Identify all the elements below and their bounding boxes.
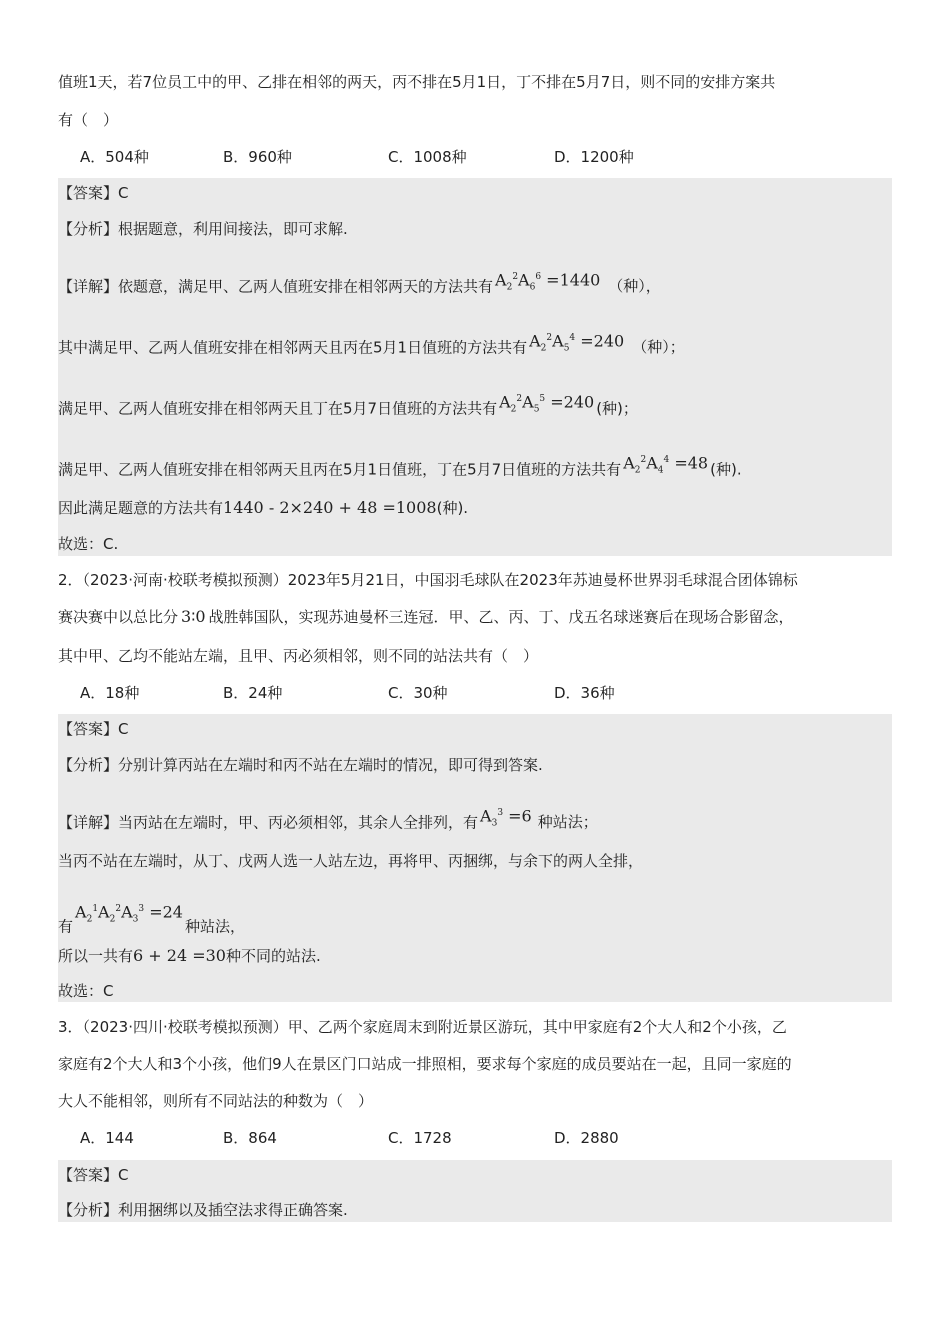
q1-detail4-value: 48 — [687, 453, 709, 473]
q1-detail2-value: 240 — [593, 331, 625, 351]
q2-detail2: 当丙不站在左端时，从丁、戊两人选一人站左边，再将甲、丙捆绑，与余下的两人全排， — [58, 852, 644, 870]
q1-option-a: A．504种 — [80, 148, 149, 166]
q1-detail4-text: 满足甲、乙两人值班安排在相邻两天且丙在5月1日值班，丁在5月7日值班的方法共有 — [58, 460, 622, 479]
q1-detail1 — [58, 266, 892, 299]
q3-stem-line1: 3．（2023·四川·校联考模拟预测）甲、乙两个家庭周末到附近景区游玩，其中甲家庭有2个大人和2个小孩，乙 — [58, 1018, 787, 1036]
q1-detail4 — [58, 449, 892, 482]
q3-stem-line3: 大人不能相邻，则所有不同站法的种数为（ ） — [58, 1092, 374, 1110]
q2-score-formula: 3∶0 — [181, 607, 206, 626]
q1-detail1-text: 【详解】依题意，满足甲、乙两人值班安排在相邻两天的方法共有 — [58, 277, 494, 296]
q3-answer: 【答案】C — [58, 1166, 129, 1184]
q1-detail1-value: 1440 — [559, 270, 601, 290]
q2-detail1-value: 6 — [521, 806, 532, 826]
q3-analysis: 【分析】利用捆绑以及插空法求得正确答案. — [58, 1201, 348, 1219]
q2-option-d: D．36种 — [554, 684, 615, 702]
q2-detail3 — [58, 898, 892, 937]
q1-option-d: D．1200种 — [554, 148, 634, 166]
q1-option-c: C．1008种 — [388, 148, 467, 166]
q2-detail1-text: 【详解】当丙站在左端时，甲、丙必须相邻，其余人全排列，有 — [58, 813, 479, 832]
q2-option-b: B．24种 — [223, 684, 283, 702]
q1-detail5-unit: (种). — [436, 499, 469, 517]
q1-conclusion: 故选：C. — [58, 535, 119, 553]
q1-detail1-formula: $A_2^2A_6^6 =1440$ — [495, 270, 601, 293]
q1-detail4-formula: $A_2^2A_4^4 =48$ — [623, 453, 709, 476]
q2-analysis: 【分析】分别计算丙站在左端时和丙不站在左端时的情况，即可得到答案. — [58, 756, 543, 774]
q2-conclusion: 故选：C — [58, 982, 114, 1000]
q2-detail3-formula: $A_2^1A_2^2A_3^3 =24$ — [75, 902, 183, 925]
q2-stem-line1: 2．（2023·河南·校联考模拟预测）2023年5月21日，中国羽毛球队在2023年苏迪曼杯世界羽毛球混合团体锦标 — [58, 571, 798, 589]
q2-option-a: A．18种 — [80, 684, 140, 702]
q1-stem-line1: 值班1天，若7位员工中的甲、乙排在相邻的两天，丙不排在5月1日，丁不排在5月7日，则不同的安排方案共 — [58, 73, 776, 91]
q3-stem-line2: 家庭有2个大人和3个小孩，他们9人在景区门口站成一排照相，要求每个家庭的成员要站在一起，且同一家庭的 — [58, 1055, 792, 1073]
q2-stem-line2-text: 赛决赛中以总比分 — [58, 608, 179, 626]
q1-detail3 — [58, 388, 892, 421]
q2-option-c: C．30种 — [388, 684, 448, 702]
q2-detail3-unit: 种站法， — [184, 917, 245, 936]
q3-option-a: A．144 — [80, 1129, 134, 1147]
q2-stem-line2-rest: 战胜韩国队，实现苏迪曼杯三连冠．甲、乙、丙、丁、戊五名球迷赛后在现场合影留念， — [208, 608, 794, 626]
q2-detail4-formula: 6 + 24 =30 — [133, 946, 226, 965]
q2-detail4 — [58, 945, 892, 967]
q2-detail4-unit: 种不同的站法. — [225, 947, 321, 965]
q2-detail3-value: 24 — [162, 902, 183, 922]
q1-detail3-value: 240 — [563, 392, 595, 412]
q3-option-b: B．864 — [223, 1129, 277, 1147]
q1-detail4-unit: (种). — [710, 460, 742, 479]
q2-stem-line2 — [58, 606, 892, 628]
q2-detail1-unit: 种站法； — [537, 813, 598, 832]
q1-stem-line2: 有（ ） — [58, 111, 119, 129]
q1-detail3-formula: $A_2^2A_5^5 =240$ — [499, 392, 595, 415]
q1-answer: 【答案】C — [58, 184, 129, 202]
q1-detail5 — [58, 497, 892, 519]
q2-answer: 【答案】C — [58, 720, 129, 738]
q2-detail3-text: 有 — [58, 917, 74, 936]
q1-detail5-formula: 1440 - 2×240 + 48 =1008 — [223, 498, 437, 517]
q2-detail4-text: 所以一共有 — [58, 947, 134, 965]
q1-detail5-text: 因此满足题意的方法共有 — [58, 499, 224, 517]
q1-detail3-unit: (种)； — [596, 399, 638, 418]
q1-detail2-unit: （种）； — [632, 338, 685, 357]
q1-detail2 — [58, 327, 892, 360]
q1-detail2-text: 其中满足甲、乙两人值班安排在相邻两天且丙在5月1日值班的方法共有 — [58, 338, 528, 357]
q2-detail1-formula: $A_3^3 =6$ — [480, 806, 532, 829]
q1-analysis: 【分析】根据题意，利用间接法，即可求解. — [58, 220, 348, 238]
q1-detail2-formula: $A_2^2A_5^4 =240$ — [529, 331, 625, 354]
q1-detail1-unit: （种）， — [608, 277, 661, 296]
q2-stem-line3: 其中甲、乙均不能站左端，且甲、丙必须相邻，则不同的站法共有（ ） — [58, 647, 539, 665]
q2-detail1 — [58, 802, 892, 835]
q3-option-d: D．2880 — [554, 1129, 619, 1147]
q1-option-b: B．960种 — [223, 148, 292, 166]
q3-option-c: C．1728 — [388, 1129, 452, 1147]
q1-detail3-text: 满足甲、乙两人值班安排在相邻两天且丁在5月7日值班的方法共有 — [58, 399, 498, 418]
